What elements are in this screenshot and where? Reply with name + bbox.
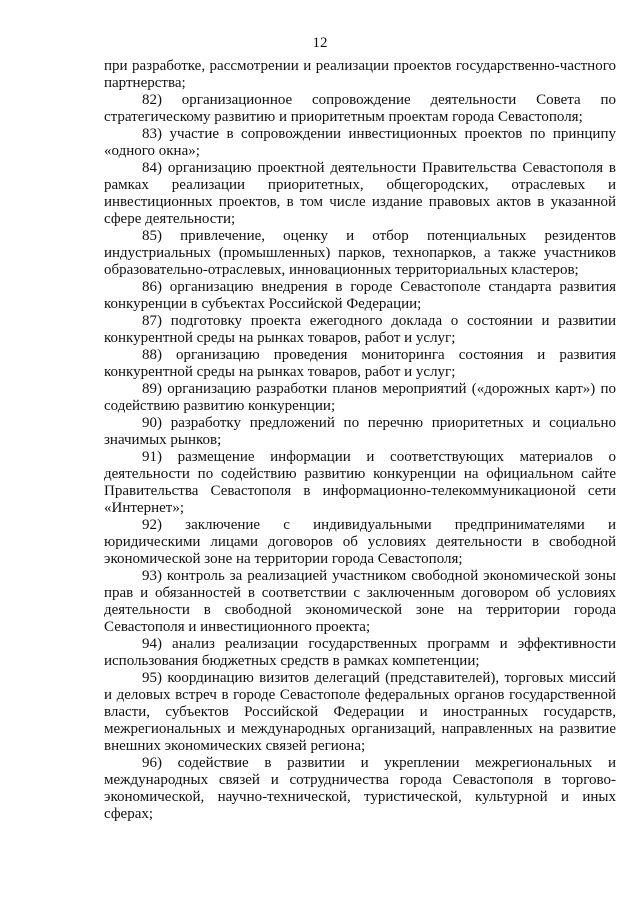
paragraph: 86) организацию внедрения в городе Севастополе стандарта развития конкуренции в субъектах Российской Федерации;: [104, 279, 616, 312]
paragraph: 82) организационное сопровождение деятельности Совета по стратегическому развитию и приоритетным проектам города Севастополя;: [104, 92, 616, 125]
paragraph: 94) анализ реализации государственных программ и эффективности использования бюджетных средств в рамках компетенции;: [104, 636, 616, 669]
paragraph: 84) организацию проектной деятельности Правительства Севастополя в рамках реализации приоритетных, общегородских, отраслевых и инвестиционных проектов, в том числе издание правовых актов в указанной сфере деятельности;: [104, 160, 616, 227]
paragraph: 88) организацию проведения мониторинга состояния и развития конкурентной среды на рынках товаров, работ и услуг;: [104, 347, 616, 380]
paragraph: 95) координацию визитов делегаций (представителей), торговых миссий и деловых встреч в городе Севастополе федеральных органов государственной власти, субъектов Российской Федерации и иностранных государств, межрегиональных и международных организаций, направленных на развитие внешних экономических связей региона;: [104, 670, 616, 754]
paragraph: 92) заключение с индивидуальными предпринимателями и юридическими лицами договоров об условиях деятельности в свободной экономической зоне на территории города Севастополя;: [104, 517, 616, 567]
paragraph: 90) разработку предложений по перечню приоритетных и социально значимых рынков;: [104, 415, 616, 448]
paragraph: 83) участие в сопровождении инвестиционных проектов по принципу «одного окна»;: [104, 126, 616, 159]
paragraph: при разработке, рассмотрении и реализации проектов государственно-частного партнерства;: [104, 58, 616, 91]
paragraph: 91) размещение информации и соответствующих материалов о деятельности по содействию развитию конкуренции на официальном сайте Правительства Севастополя в информационно-телекоммуникационой сети «Интернет»;: [104, 449, 616, 516]
paragraph: 85) привлечение, оценку и отбор потенциальных резидентов индустриальных (промышленных) парков, технопарков, а также участников образовательно-отраслевых, инновационных территориальных кластеров;: [104, 228, 616, 278]
paragraph: 93) контроль за реализацией участником свободной экономической зоны прав и обязанностей в соответствии с заключенным договором об условиях деятельности в свободной экономической зоне на территории города Севастополя и инвестиционного проекта;: [104, 568, 616, 635]
page-number: 12: [312, 35, 328, 51]
paragraph: 89) организацию разработки планов мероприятий («дорожных карт») по содействию развитию конкуренции;: [104, 381, 616, 414]
paragraph: 87) подготовку проекта ежегодного доклада о состоянии и развитии конкурентной среды на рынках товаров, работ и услуг;: [104, 313, 616, 346]
document-body: [104, 58, 616, 823]
paragraph: 96) содействие в развитии и укреплении межрегиональных и международных связей и сотрудничества города Севастополя в торгово-экономической, научно-технической, туристической, культурной и иных сферах;: [104, 755, 616, 822]
